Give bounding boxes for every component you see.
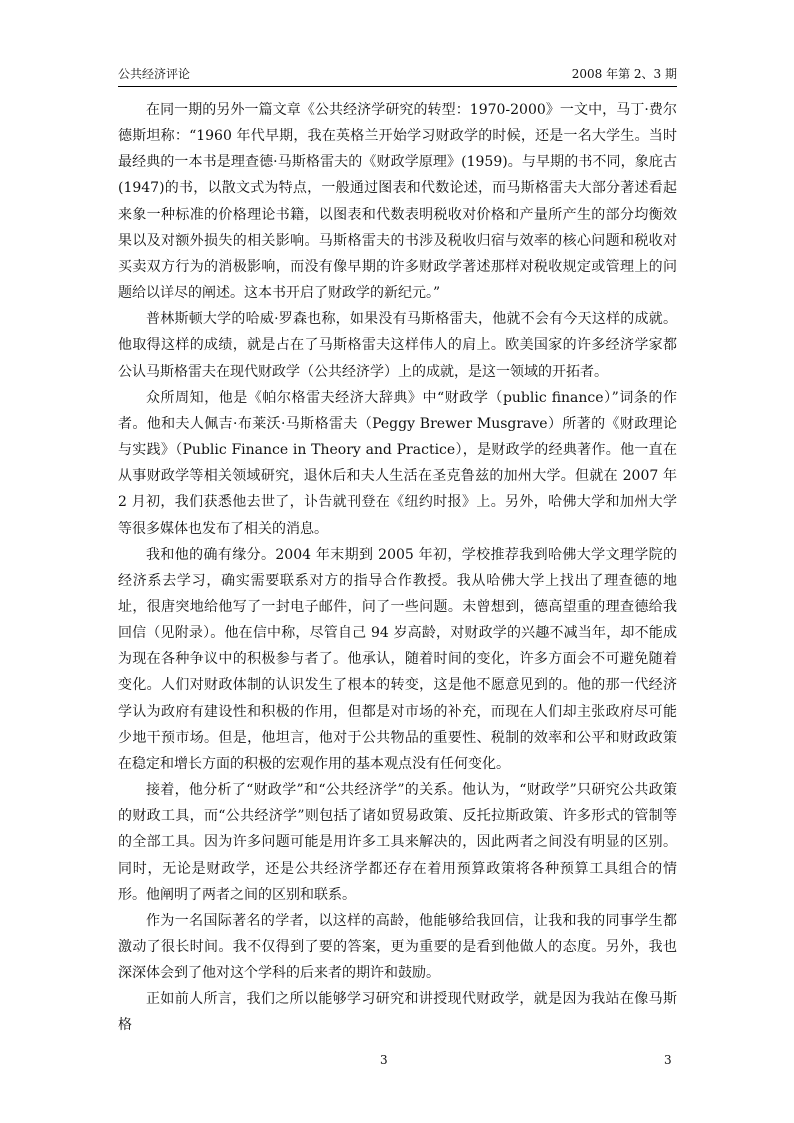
paragraph: 在同一期的另外一篇文章《公共经济学研究的转型：1970-2000》一文中，马丁·费尔德斯坦称：“1960 年代早期，我在英格兰开始学习财政学的时候，还是一名大学生。当时最经典的一本书是理查德·马斯格雷夫的《财政学原理》(1959)。与早期的书不同，象庇古(1947)的书，以散文式为特点，一般通过图表和代数论述，而马斯格雷夫大部分著述看起来象一种标准的价格理论书籍，以图表和代数表明税收对价格和产量所产生的部分均衡效果以及对额外损失的相关影响。马斯格雷夫的书涉及税收归宿与效率的核心问题和税收对买卖双方行为的消极影响，而没有像早期的许多财政学著述那样对税收规定或管理上的问题给以详尽的阐述。这本书开启了财政学的新纪元。” (118, 102, 677, 302)
page-number-center: 3 (380, 1053, 388, 1067)
paragraph: 接着，他分析了“财政学”和“公共经济学”的关系。他认为，“财政学”只研究公共政策的财政工具，而“公共经济学”则包括了诸如贸易政策、反托拉斯政策、许多形式的管制等的全部工具。因为许多问题可能是用许多工具来解决的，因此两者之间没有明显的区别。同时，无论是财政学，还是公共经济学都还存在着用预算政策将各种预算工具组合的情形。他阐明了两者之间的区别和联系。 (118, 782, 677, 903)
header-divider (118, 86, 677, 87)
running-header (118, 64, 677, 84)
page-number-right: 3 (664, 1053, 672, 1067)
issue-number: 2008 年第 2、3 期 (571, 67, 677, 81)
paragraph: 我和他的确有缘分。2004 年末期到 2005 年初，学校推荐我到哈佛大学文理学院的经济系去学习，确实需要联系对方的指导合作教授。我从哈佛大学上找出了理查德的地址，很唐突地给他写了一封电子邮件，问了一些问题。未曾想到，德高望重的理查德给我回信（见附录）。他在信中称，尽管自己 94 岁高龄，对财政学的兴趣不减当年，却不能成为现在各种争议中的积极参与者了。他承认，随着时间的变化，许多方面会不可避免随着变化。人们对财政体制的认识发生了根本的转变，这是他不愿意见到的。他的那一代经济学认为政府有建设性和积极的作用，但都是对市场的补充，而现在人们却主张政府尽可能少地干预市场。但是，他坦言，他对于公共物品的重要性、税制的效率和公平和财政政策在稳定和增长方面的积极的宏观作用的基本观点没有任何变化。 (118, 546, 677, 772)
paragraph: 普林斯顿大学的哈威·罗森也称，如果没有马斯格雷夫，他就不会有今天这样的成就。他取得这样的成绩，就是占在了马斯格雷夫这样伟人的肩上。欧美国家的许多经济学家都公认马斯格雷夫在现代财政学（公共经济学）上的成就，是这一领域的开拓者。 (118, 311, 677, 380)
paragraph: 作为一名国际著名的学者，以这样的高龄，他能够给我回信，让我和我的同事学生都激动了很长时间。我不仅得到了要的答案，更为重要的是看到他做人的态度。另外，我也深深体会到了他对这个学科的后来者的期许和鼓励。 (118, 912, 677, 982)
journal-title: 公共经济评论 (118, 67, 191, 81)
paragraph: 正如前人所言，我们之所以能够学习研究和讲授现代财政学，就是因为我站在像马斯格 (118, 991, 677, 1034)
paragraph: 众所周知，他是《帕尔格雷夫经济大辞典》中“财政学（public finance）”词条的作者。他和夫人佩吉·布莱沃·马斯格雷夫（Peggy Brewer Musgrave）所著的《财政理论与实践》（Public Finance in Theory and Practice），是财政学的经典著作。他一直在从事财政学等相关领域研究，退休后和夫人生活在圣克鲁兹的加州大学。但就在 2007 年 2 月初，我们获悉他去世了，讣告就刊登在《纽约时报》上。另外，哈佛大学和加州大学等很多媒体也发布了相关的消息。 (118, 389, 677, 537)
article-body (118, 97, 677, 1039)
